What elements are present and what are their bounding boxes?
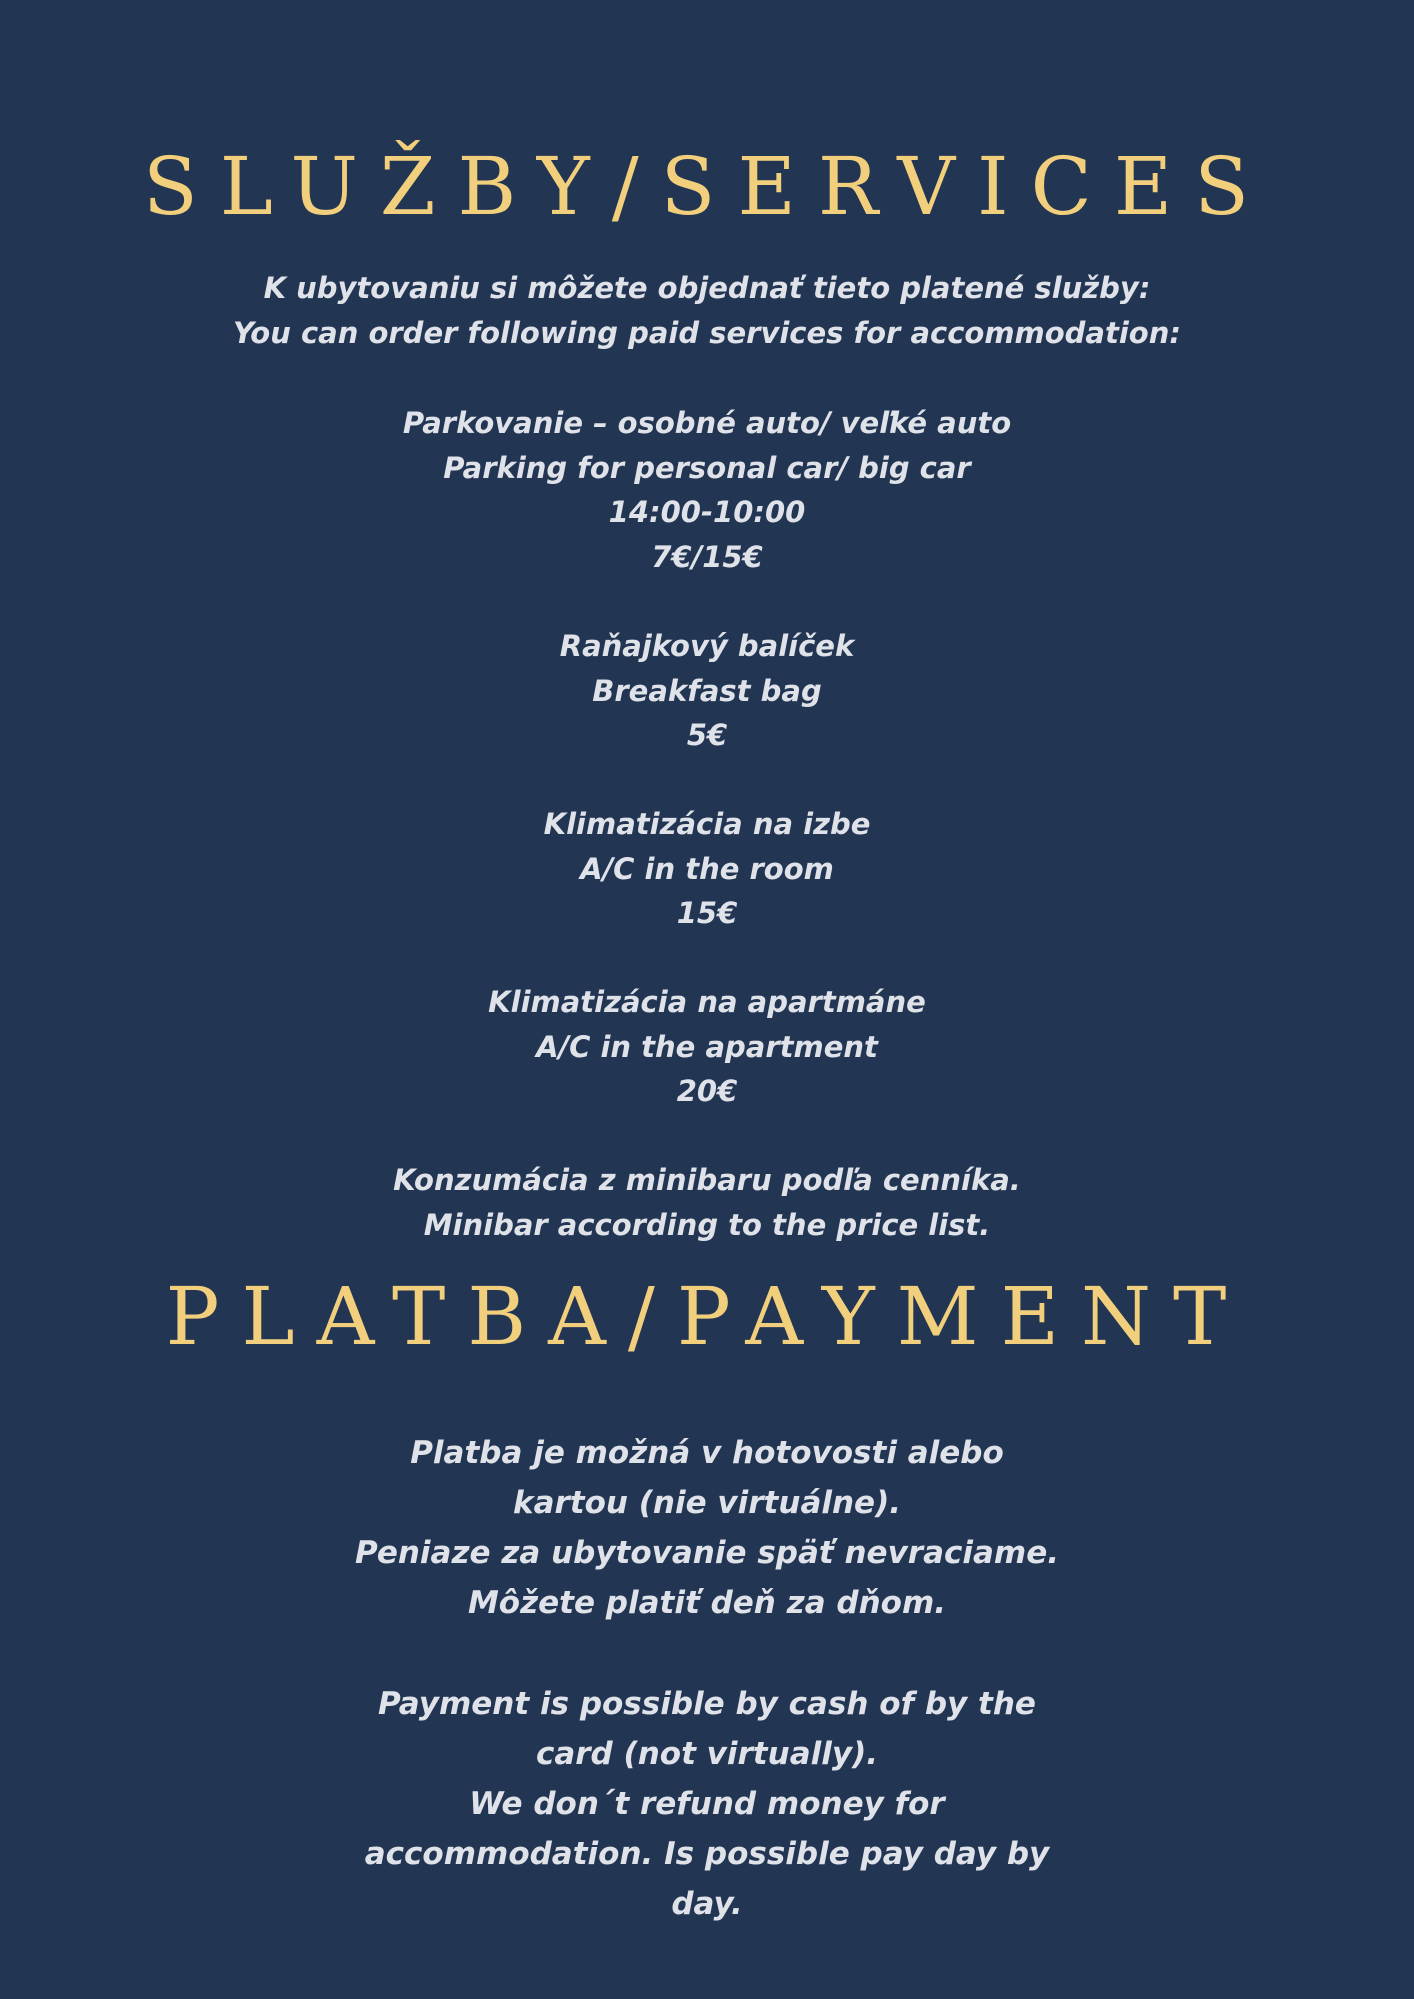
service-item-ac-apartment — [0, 980, 1414, 1114]
payment-line: Payment is possible by cash of by the — [378, 1686, 1036, 1722]
service-name-sk: Raňajkový balíček — [559, 629, 855, 663]
services-title: SLUŽBY/SERVICES — [142, 140, 1272, 233]
payment-line: accommodation. Is possible pay day by — [364, 1836, 1050, 1872]
service-item-parking — [0, 401, 1414, 579]
service-price: 15€ — [676, 896, 738, 930]
payment-line: card (not virtually). — [535, 1736, 879, 1772]
service-name-en: Breakfast bag — [592, 673, 822, 708]
service-name-en: A/C in the room — [580, 851, 834, 886]
payment-line: day. — [671, 1886, 743, 1922]
payment-info-en — [0, 1679, 1414, 1929]
payment-info-sk — [0, 1428, 1414, 1628]
payment-line: Platba je možná v hotovosti alebo — [410, 1435, 1004, 1471]
intro-line-en: You can order following paid services for accommodation: — [233, 315, 1181, 350]
service-price: 5€ — [686, 718, 728, 752]
service-name-sk: Klimatizácia na izbe — [543, 807, 871, 841]
service-name-sk: Klimatizácia na apartmáne — [488, 985, 926, 1019]
service-name-sk: Konzumácia z minibaru podľa cenníka. — [393, 1163, 1021, 1197]
payment-line: kartou (nie virtuálne). — [512, 1485, 902, 1521]
payment-title: PLATBA/PAYMENT — [165, 1270, 1249, 1363]
services-intro — [0, 266, 1414, 355]
service-item-minibar — [0, 1158, 1414, 1247]
service-name-en: Minibar according to the price list. — [423, 1207, 991, 1242]
service-name-sk: Parkovanie – osobné auto/ veľké auto — [402, 406, 1012, 440]
payment-line: Môžete platiť deň za dňom. — [467, 1585, 947, 1621]
payment-line: Peniaze za ubytovanie späť nevraciame. — [354, 1535, 1060, 1571]
service-name-en: A/C in the apartment — [536, 1029, 878, 1064]
intro-line-sk: K ubytovaniu si môžete objednať tieto platené služby: — [263, 271, 1151, 305]
service-price: 7€/15€ — [651, 539, 763, 574]
service-item-breakfast — [0, 624, 1414, 758]
service-price: 20€ — [676, 1074, 738, 1108]
payment-line: We don´t refund money for — [469, 1786, 945, 1822]
service-hours: 14:00-10:00 — [608, 495, 806, 529]
service-item-ac-room — [0, 802, 1414, 936]
service-name-en: Parking for personal car/ big car — [443, 450, 971, 485]
